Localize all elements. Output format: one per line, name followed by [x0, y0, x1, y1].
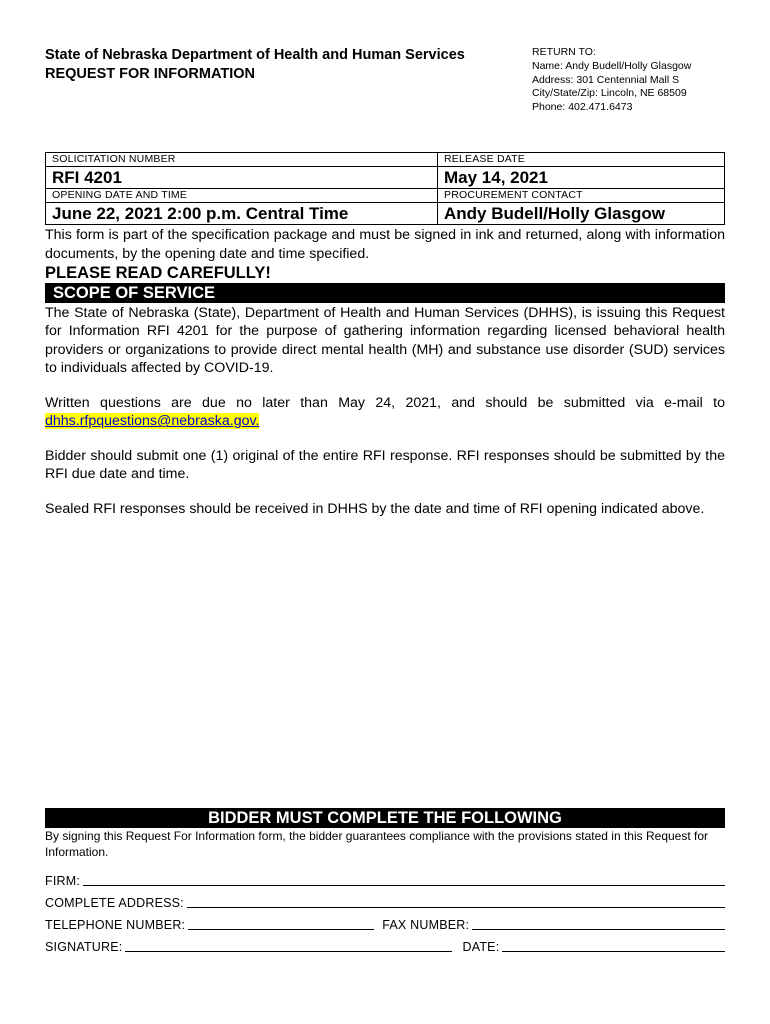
bidder-disclaimer: By signing this Request For Information form, the bidder guarantees compliance with the provisions stated in this Request for Information.: [45, 829, 709, 859]
return-to-address: Address: 301 Centennial Mall S: [532, 73, 680, 86]
document-title: REQUEST FOR INFORMATION: [45, 66, 255, 82]
bidder-heading: BIDDER MUST COMPLETE THE FOLLOWING: [45, 808, 725, 828]
signature-date-row: [45, 940, 725, 954]
address-row: [45, 896, 725, 910]
document-header: [45, 46, 505, 84]
email-link[interactable]: dhhs.rfpquestions@nebraska.gov.: [45, 413, 260, 430]
scope-heading: SCOPE OF SERVICE: [45, 283, 725, 303]
address-label: COMPLETE ADDRESS:: [45, 896, 184, 910]
return-to-name: Name: Andy Budell/Holly Glasgow: [532, 59, 692, 72]
agency-name: State of Nebraska Department of Health and Human Services: [45, 47, 465, 63]
date-field[interactable]: [502, 940, 725, 952]
release-date-value: May 14, 2021: [438, 167, 725, 189]
firm-label: FIRM:: [45, 874, 81, 888]
questions-text: Written questions are due no later than May 24, 2021, and should be submitted via e-mail to: [45, 395, 725, 411]
opening-date-value: June 22, 2021 2:00 p.m. Central Time: [46, 203, 438, 225]
return-to-phone: Phone: 402.471.6473: [532, 101, 633, 114]
firm-row: [45, 874, 725, 888]
scope-paragraph-3: Bidder should submit one (1) original of the entire RFI response. RFI responses should be submitted by the RFI due date and time.: [45, 448, 725, 483]
procurement-contact-value: Andy Budell/Holly Glasgow: [438, 203, 725, 225]
date-label: DATE:: [462, 940, 500, 954]
phone-fax-row: [45, 918, 725, 932]
telephone-field[interactable]: [188, 918, 374, 930]
solicitation-table: [45, 152, 725, 225]
fax-label: FAX NUMBER:: [382, 918, 470, 932]
scope-paragraph-1: The State of Nebraska (State), Department of Health and Human Services (DHHS), is issuing this Request for Information RFI 4201 for the purpose of gathering information regarding licensed behavioral health providers or organizations to provide direct mental health (MH) and substance use disorder (SUD) services to individuals affected by COVID-19.: [45, 305, 725, 376]
opening-date-label: OPENING DATE AND TIME: [46, 189, 438, 203]
signature-field[interactable]: [125, 940, 452, 952]
signature-label: SIGNATURE:: [45, 940, 123, 954]
return-to-title: RETURN TO:: [532, 46, 596, 58]
address-field[interactable]: [187, 896, 725, 908]
procurement-contact-label: PROCUREMENT CONTACT: [438, 189, 725, 203]
solicitation-number-value: RFI 4201: [46, 167, 438, 189]
return-to-block: [532, 46, 691, 115]
scope-paragraph-2: [45, 394, 725, 431]
read-carefully-heading: PLEASE READ CAREFULLY!: [45, 264, 271, 282]
return-to-city: City/State/Zip: Lincoln, NE 68509: [532, 87, 687, 100]
scope-paragraph-4: Sealed RFI responses should be received in DHHS by the date and time of RFI opening indicated above.: [45, 501, 705, 517]
telephone-label: TELEPHONE NUMBER:: [45, 918, 186, 932]
intro-text: This form is part of the specification package and must be signed in ink and returned, along with information documents, by the opening date and time specified.: [45, 227, 725, 262]
fax-field[interactable]: [472, 918, 725, 930]
firm-field[interactable]: [83, 874, 725, 886]
solicitation-number-label: SOLICITATION NUMBER: [46, 153, 438, 167]
release-date-label: RELEASE DATE: [438, 153, 725, 167]
